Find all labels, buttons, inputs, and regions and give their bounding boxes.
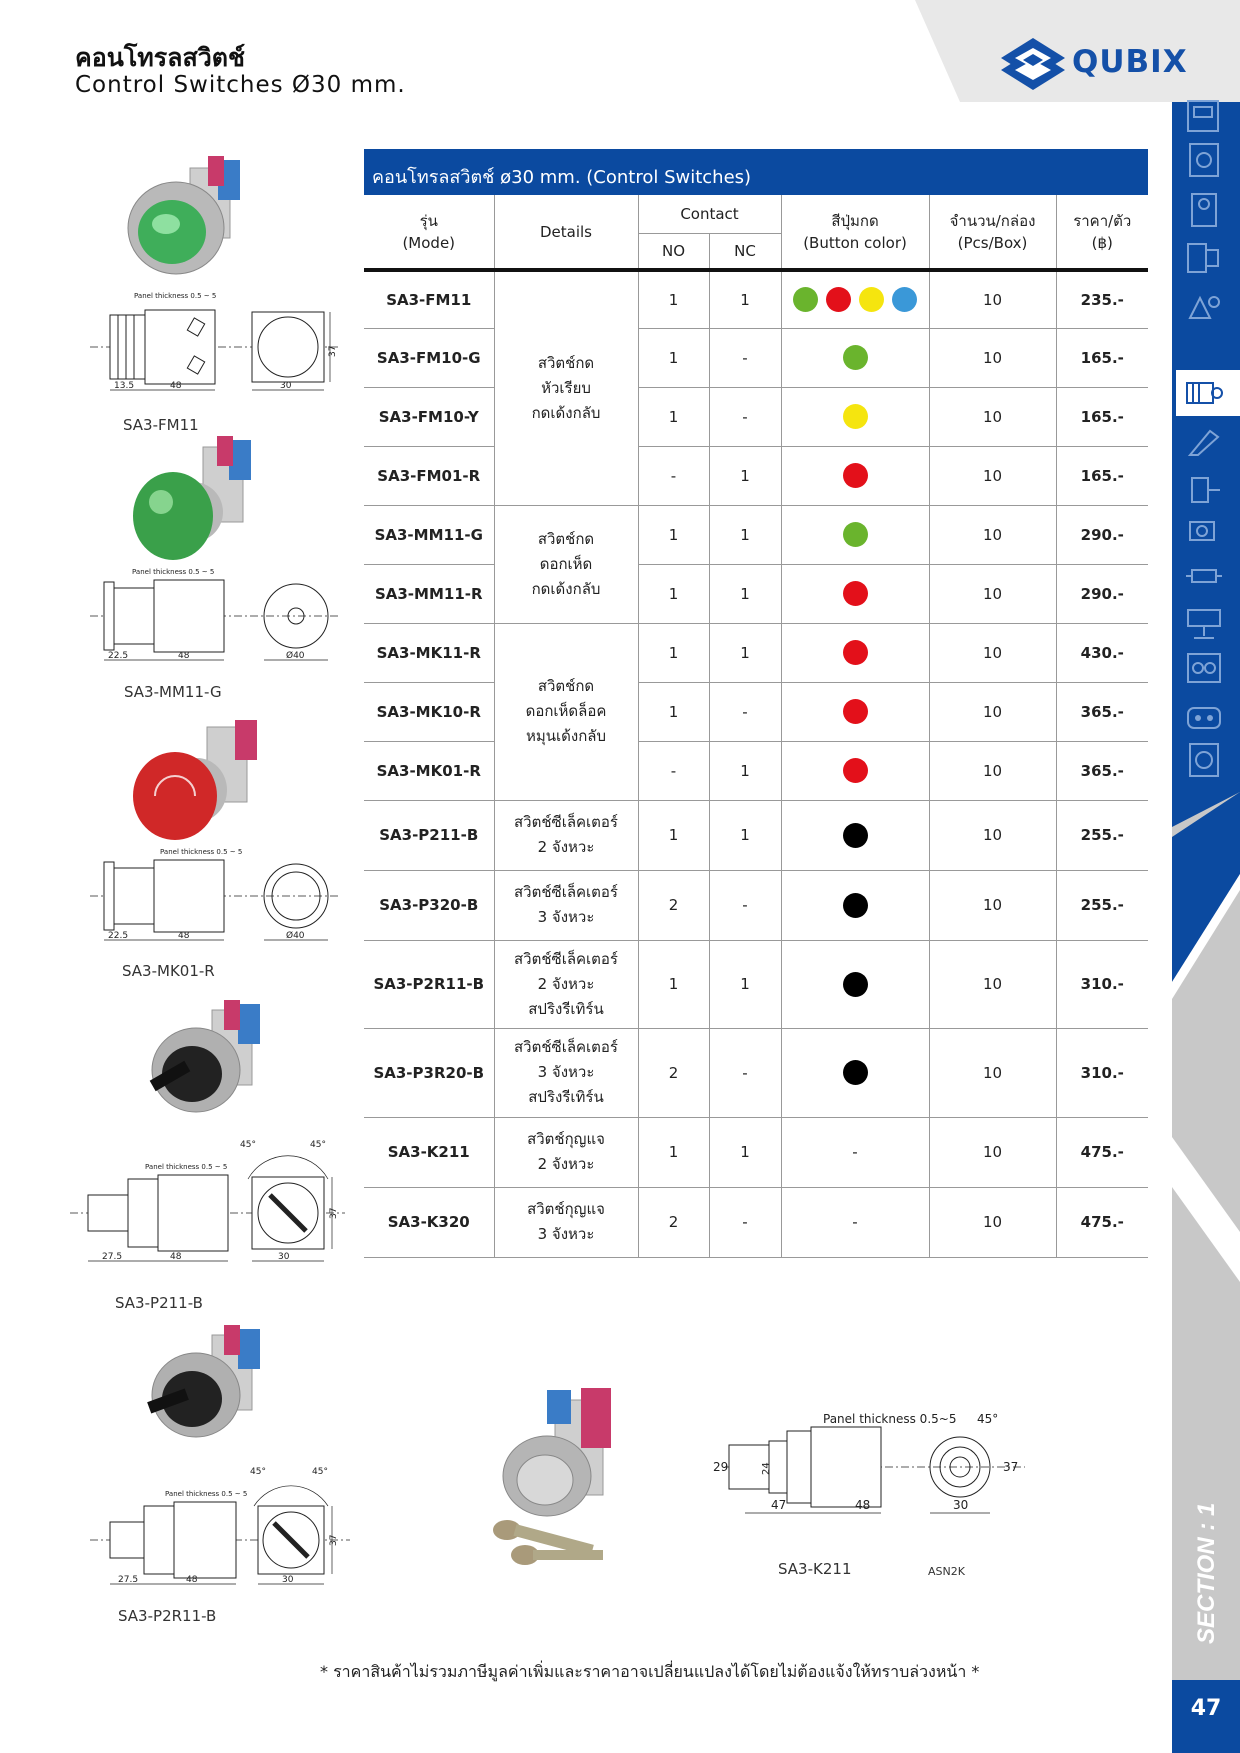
cell-button-color bbox=[781, 741, 929, 800]
caption-asn2k: ASN2K bbox=[928, 1565, 965, 1578]
table-row bbox=[364, 870, 1148, 940]
table-row bbox=[364, 741, 1148, 800]
cell-model: SA3-MK01-R bbox=[364, 741, 494, 800]
page-title-thai: คอนโทรลสวิตช์ bbox=[75, 43, 245, 72]
svg-text:45°: 45° bbox=[312, 1467, 328, 1477]
cell-nc: 1 bbox=[709, 270, 781, 328]
sidebar-pilot-lamp-icon[interactable] bbox=[1184, 425, 1224, 461]
cell-nc: - bbox=[709, 1028, 781, 1117]
cell-nc: 1 bbox=[709, 623, 781, 682]
cell-model: SA3-P320-B bbox=[364, 870, 494, 940]
caption-sa3-p211-b: SA3-P211-B bbox=[115, 1294, 203, 1312]
svg-text:30: 30 bbox=[953, 1498, 969, 1512]
cell-no: 1 bbox=[638, 270, 709, 328]
svg-text:48: 48 bbox=[186, 1575, 198, 1585]
button-color-swatch bbox=[793, 287, 818, 312]
svg-text:48: 48 bbox=[178, 651, 190, 661]
cell-details: สวิตช์กด ดอกเห็ด กดเด้งกลับ bbox=[494, 505, 638, 623]
caption-sa3-mm11-g: SA3-MM11-G bbox=[124, 683, 222, 701]
button-color-swatch bbox=[843, 1060, 868, 1085]
table-row bbox=[364, 1117, 1148, 1187]
cell-model: SA3-MK10-R bbox=[364, 682, 494, 741]
svg-text:22.5: 22.5 bbox=[108, 931, 129, 941]
svg-text:45°: 45° bbox=[240, 1140, 256, 1150]
cell-details: สวิตช์ซีเล็คเตอร์ 2 จังหวะ สปริงรีเทิร์น bbox=[494, 940, 638, 1028]
cell-price: 365.- bbox=[1056, 682, 1148, 741]
cell-nc: 1 bbox=[709, 446, 781, 505]
cell-model: SA3-FM10-G bbox=[364, 328, 494, 387]
sidebar-breaker-icon[interactable] bbox=[1184, 98, 1224, 134]
button-color-swatch bbox=[826, 287, 851, 312]
cell-model: SA3-K211 bbox=[364, 1117, 494, 1187]
svg-text:Panel thickness 0.5~5: Panel thickness 0.5~5 bbox=[823, 1412, 957, 1426]
cell-model: SA3-P211-B bbox=[364, 800, 494, 870]
svg-text:30: 30 bbox=[278, 1252, 290, 1262]
svg-text:22.5: 22.5 bbox=[108, 651, 129, 661]
cell-model: SA3-P2R11-B bbox=[364, 940, 494, 1028]
cell-button-color bbox=[781, 387, 929, 446]
cell-no: 2 bbox=[638, 870, 709, 940]
sidebar-timer-icon[interactable] bbox=[1184, 742, 1224, 778]
cell-no: 1 bbox=[638, 387, 709, 446]
cell-price: 165.- bbox=[1056, 328, 1148, 387]
drawing-sa3-mm11-g bbox=[90, 568, 340, 668]
product-photo-mushroom-red bbox=[125, 712, 280, 847]
cell-no: - bbox=[638, 741, 709, 800]
cell-nc: 1 bbox=[709, 940, 781, 1028]
header-price: ราคา/ตัว (฿) bbox=[1056, 195, 1148, 270]
table-row bbox=[364, 682, 1148, 741]
product-photo-selector-spring bbox=[140, 1325, 285, 1450]
cell-model: SA3-MM11-G bbox=[364, 505, 494, 564]
cell-button-color: - bbox=[781, 1187, 929, 1257]
svg-text:48: 48 bbox=[170, 1252, 182, 1262]
svg-text:47: 47 bbox=[771, 1498, 787, 1512]
product-photo-key-switch bbox=[485, 1380, 655, 1580]
cell-pcs-box: 10 bbox=[929, 387, 1056, 446]
cell-price: 290.- bbox=[1056, 564, 1148, 623]
sidebar-switch-icon[interactable] bbox=[1184, 375, 1224, 411]
cell-no: 1 bbox=[638, 328, 709, 387]
cell-details: สวิตช์กด หัวเรียบ กดเด้งกลับ bbox=[494, 270, 638, 505]
cell-button-color bbox=[781, 870, 929, 940]
table-caption: คอนโทรลสวิตช์ ø30 mm. (Control Switches) bbox=[364, 149, 1148, 195]
sidebar-sensor-icon[interactable] bbox=[1184, 512, 1224, 548]
table-row bbox=[364, 940, 1148, 1028]
header-pcs-box: จำนวน/กล่อง (Pcs/Box) bbox=[929, 195, 1056, 270]
button-color-swatch bbox=[843, 581, 868, 606]
table-row bbox=[364, 800, 1148, 870]
table-row bbox=[364, 1028, 1148, 1117]
cell-button-color: - bbox=[781, 1117, 929, 1187]
table-row bbox=[364, 505, 1148, 564]
cell-nc: 1 bbox=[709, 800, 781, 870]
cell-pcs-box: 10 bbox=[929, 1117, 1056, 1187]
cell-price: 475.- bbox=[1056, 1117, 1148, 1187]
sidebar-outlet-icon[interactable] bbox=[1184, 700, 1224, 736]
cell-pcs-box: 10 bbox=[929, 940, 1056, 1028]
cell-model: SA3-FM10-Y bbox=[364, 387, 494, 446]
table-row bbox=[364, 623, 1148, 682]
drawing-sa3-mk01-r bbox=[90, 848, 340, 948]
svg-text:30: 30 bbox=[280, 381, 292, 391]
cell-no: 1 bbox=[638, 682, 709, 741]
cell-details: สวิตช์กุญแจ 3 จังหวะ bbox=[494, 1187, 638, 1257]
cell-no: - bbox=[638, 446, 709, 505]
header-details: Details bbox=[494, 195, 638, 270]
button-color-swatch bbox=[843, 758, 868, 783]
svg-text:37: 37 bbox=[329, 1207, 339, 1219]
cell-button-color bbox=[781, 682, 929, 741]
cell-no: 1 bbox=[638, 623, 709, 682]
header-button-color: สีปุ่มกด (Button color) bbox=[781, 195, 929, 270]
footer-note: * ราคาสินค้าไม่รวมภาษีมูลค่าเพิ่มและราคาอาจเปลี่ยนแปลงได้โดยไม่ต้องแจ้งให้ทราบล่วงหน้า * bbox=[320, 1662, 980, 1681]
svg-text:37: 37 bbox=[1003, 1460, 1019, 1474]
cell-button-color bbox=[781, 446, 929, 505]
cell-pcs-box: 10 bbox=[929, 682, 1056, 741]
table-row bbox=[364, 328, 1148, 387]
cell-pcs-box: 10 bbox=[929, 1187, 1056, 1257]
button-color-swatch bbox=[843, 972, 868, 997]
cell-pcs-box: 10 bbox=[929, 800, 1056, 870]
sidebar-fuse-icon[interactable] bbox=[1184, 558, 1224, 594]
svg-text:45°: 45° bbox=[310, 1140, 326, 1150]
svg-text:SECTION : 1: SECTION : 1 bbox=[1193, 1502, 1220, 1644]
svg-text:45°: 45° bbox=[250, 1467, 266, 1477]
cell-details: สวิตช์ซีเล็คเตอร์ 2 จังหวะ bbox=[494, 800, 638, 870]
cell-button-color bbox=[781, 270, 929, 328]
cell-no: 1 bbox=[638, 800, 709, 870]
product-photo-flush-green bbox=[120, 148, 270, 288]
drawing-sa3-p211-b bbox=[70, 1135, 345, 1270]
svg-text:37: 37 bbox=[328, 345, 338, 357]
header-nc: NC bbox=[709, 234, 781, 271]
cell-nc: 1 bbox=[709, 564, 781, 623]
cell-no: 1 bbox=[638, 940, 709, 1028]
cell-nc: - bbox=[709, 1187, 781, 1257]
cell-nc: 1 bbox=[709, 505, 781, 564]
cell-price: 310.- bbox=[1056, 940, 1148, 1028]
cell-price: 255.- bbox=[1056, 870, 1148, 940]
cell-model: SA3-FM11 bbox=[364, 270, 494, 328]
button-color-swatch bbox=[843, 404, 868, 429]
cell-no: 2 bbox=[638, 1028, 709, 1117]
svg-text:29: 29 bbox=[713, 1460, 729, 1474]
sidebar-contactor-icon[interactable] bbox=[1184, 240, 1224, 276]
svg-text:48: 48 bbox=[855, 1498, 871, 1512]
page-number: 47 bbox=[1172, 1680, 1240, 1753]
cell-pcs-box: 10 bbox=[929, 564, 1056, 623]
cell-button-color bbox=[781, 564, 929, 623]
cell-details: สวิตช์ซีเล็คเตอร์ 3 จังหวะ สปริงรีเทิร์น bbox=[494, 1028, 638, 1117]
caption-sa3-fm11: SA3-FM11 bbox=[123, 416, 199, 434]
table-row bbox=[364, 1187, 1148, 1257]
button-color-swatch bbox=[843, 640, 868, 665]
cell-button-color bbox=[781, 505, 929, 564]
svg-text:27.5: 27.5 bbox=[118, 1575, 139, 1585]
button-color-swatch bbox=[843, 823, 868, 848]
cell-pcs-box: 10 bbox=[929, 328, 1056, 387]
drawing-sa3-k211 bbox=[705, 1405, 1025, 1525]
cell-price: 430.- bbox=[1056, 623, 1148, 682]
svg-text:48: 48 bbox=[170, 381, 182, 391]
svg-text:30: 30 bbox=[282, 1575, 294, 1585]
cell-button-color bbox=[781, 800, 929, 870]
header-no: NO bbox=[638, 234, 709, 271]
cell-model: SA3-MK11-R bbox=[364, 623, 494, 682]
svg-text:Panel thickness 0.5 ~ 5: Panel thickness 0.5 ~ 5 bbox=[165, 1490, 248, 1498]
cell-pcs-box: 10 bbox=[929, 505, 1056, 564]
table-row bbox=[364, 446, 1148, 505]
cell-price: 255.- bbox=[1056, 800, 1148, 870]
svg-text:13.5: 13.5 bbox=[114, 381, 135, 391]
logo-wordmark: QUBIX bbox=[1072, 44, 1188, 80]
drawing-sa3-p2r11-b bbox=[90, 1462, 350, 1592]
cell-nc: - bbox=[709, 328, 781, 387]
caption-sa3-p2r11-b: SA3-P2R11-B bbox=[118, 1607, 217, 1625]
svg-text:Panel thickness 0.5 ~ 5: Panel thickness 0.5 ~ 5 bbox=[134, 292, 217, 300]
sidebar-meter-icon[interactable] bbox=[1184, 142, 1224, 178]
cell-no: 1 bbox=[638, 1117, 709, 1187]
svg-text:24: 24 bbox=[761, 1462, 772, 1475]
sidebar-limit-switch-icon[interactable] bbox=[1184, 472, 1224, 508]
svg-text:27.5: 27.5 bbox=[102, 1252, 123, 1262]
cell-details: สวิตช์กุญแจ 2 จังหวะ bbox=[494, 1117, 638, 1187]
spec-table bbox=[364, 195, 1148, 1258]
cell-pcs-box: 10 bbox=[929, 1028, 1056, 1117]
cell-price: 235.- bbox=[1056, 270, 1148, 328]
cell-nc: - bbox=[709, 387, 781, 446]
cell-price: 365.- bbox=[1056, 741, 1148, 800]
svg-text:Panel thickness 0.5 ~ 5: Panel thickness 0.5 ~ 5 bbox=[160, 848, 243, 856]
cell-pcs-box: 10 bbox=[929, 623, 1056, 682]
cell-button-color bbox=[781, 940, 929, 1028]
cell-button-color bbox=[781, 328, 929, 387]
button-color-swatch bbox=[843, 699, 868, 724]
button-color-swatch bbox=[843, 345, 868, 370]
cell-nc: 1 bbox=[709, 741, 781, 800]
button-color-swatch bbox=[892, 287, 917, 312]
product-photo-mushroom-green bbox=[125, 432, 275, 567]
sidebar-socket-icon[interactable] bbox=[1184, 650, 1224, 686]
cell-details: สวิตช์กด ดอกเห็ดล็อค หมุนเด้งกลับ bbox=[494, 623, 638, 800]
button-color-swatch bbox=[859, 287, 884, 312]
cell-price: 165.- bbox=[1056, 446, 1148, 505]
cell-pcs-box: 10 bbox=[929, 870, 1056, 940]
drawing-sa3-fm11 bbox=[90, 290, 340, 405]
header-contact: Contact bbox=[638, 195, 781, 234]
cell-model: SA3-MM11-R bbox=[364, 564, 494, 623]
svg-text:Panel thickness 0.5 ~ 5: Panel thickness 0.5 ~ 5 bbox=[145, 1163, 228, 1171]
cell-no: 1 bbox=[638, 564, 709, 623]
svg-text:48: 48 bbox=[178, 931, 190, 941]
cell-price: 165.- bbox=[1056, 387, 1148, 446]
sidebar-buzzer-icon[interactable] bbox=[1184, 606, 1224, 642]
cell-no: 2 bbox=[638, 1187, 709, 1257]
header-model: รุ่น (Mode) bbox=[402, 211, 456, 252]
cell-price: 475.- bbox=[1056, 1187, 1148, 1257]
product-photo-selector bbox=[140, 1000, 285, 1125]
cell-pcs-box: 10 bbox=[929, 446, 1056, 505]
cell-price: 290.- bbox=[1056, 505, 1148, 564]
button-color-swatch bbox=[843, 463, 868, 488]
cell-no: 1 bbox=[638, 505, 709, 564]
svg-text:Panel thickness 0.5 ~ 5: Panel thickness 0.5 ~ 5 bbox=[132, 568, 215, 576]
cell-details: สวิตช์ซีเล็คเตอร์ 3 จังหวะ bbox=[494, 870, 638, 940]
cell-button-color bbox=[781, 623, 929, 682]
button-color-swatch bbox=[843, 893, 868, 918]
cell-model: SA3-K320 bbox=[364, 1187, 494, 1257]
sidebar-terminal-icon[interactable] bbox=[1184, 290, 1224, 326]
cell-model: SA3-FM01-R bbox=[364, 446, 494, 505]
cell-price: 310.- bbox=[1056, 1028, 1148, 1117]
cell-pcs-box: 10 bbox=[929, 741, 1056, 800]
section-label bbox=[1170, 1490, 1240, 1650]
caption-sa3-mk01-r: SA3-MK01-R bbox=[122, 962, 215, 980]
cell-pcs-box: 10 bbox=[929, 270, 1056, 328]
table-row bbox=[364, 564, 1148, 623]
cell-nc: 1 bbox=[709, 1117, 781, 1187]
svg-text:37: 37 bbox=[329, 1534, 339, 1546]
page-title-english: Control Switches Ø30 mm. bbox=[75, 72, 406, 98]
cell-model: SA3-P3R20-B bbox=[364, 1028, 494, 1117]
svg-text:Ø40: Ø40 bbox=[286, 651, 305, 661]
svg-text:Ø40: Ø40 bbox=[286, 931, 305, 941]
svg-text:45°: 45° bbox=[977, 1412, 999, 1426]
table-row bbox=[364, 387, 1148, 446]
button-color-swatch bbox=[843, 522, 868, 547]
cell-nc: - bbox=[709, 870, 781, 940]
sidebar-relay-icon[interactable] bbox=[1184, 192, 1224, 228]
cell-nc: - bbox=[709, 682, 781, 741]
table-row bbox=[364, 270, 1148, 328]
caption-sa3-k211: SA3-K211 bbox=[778, 1560, 852, 1578]
cell-button-color bbox=[781, 1028, 929, 1117]
